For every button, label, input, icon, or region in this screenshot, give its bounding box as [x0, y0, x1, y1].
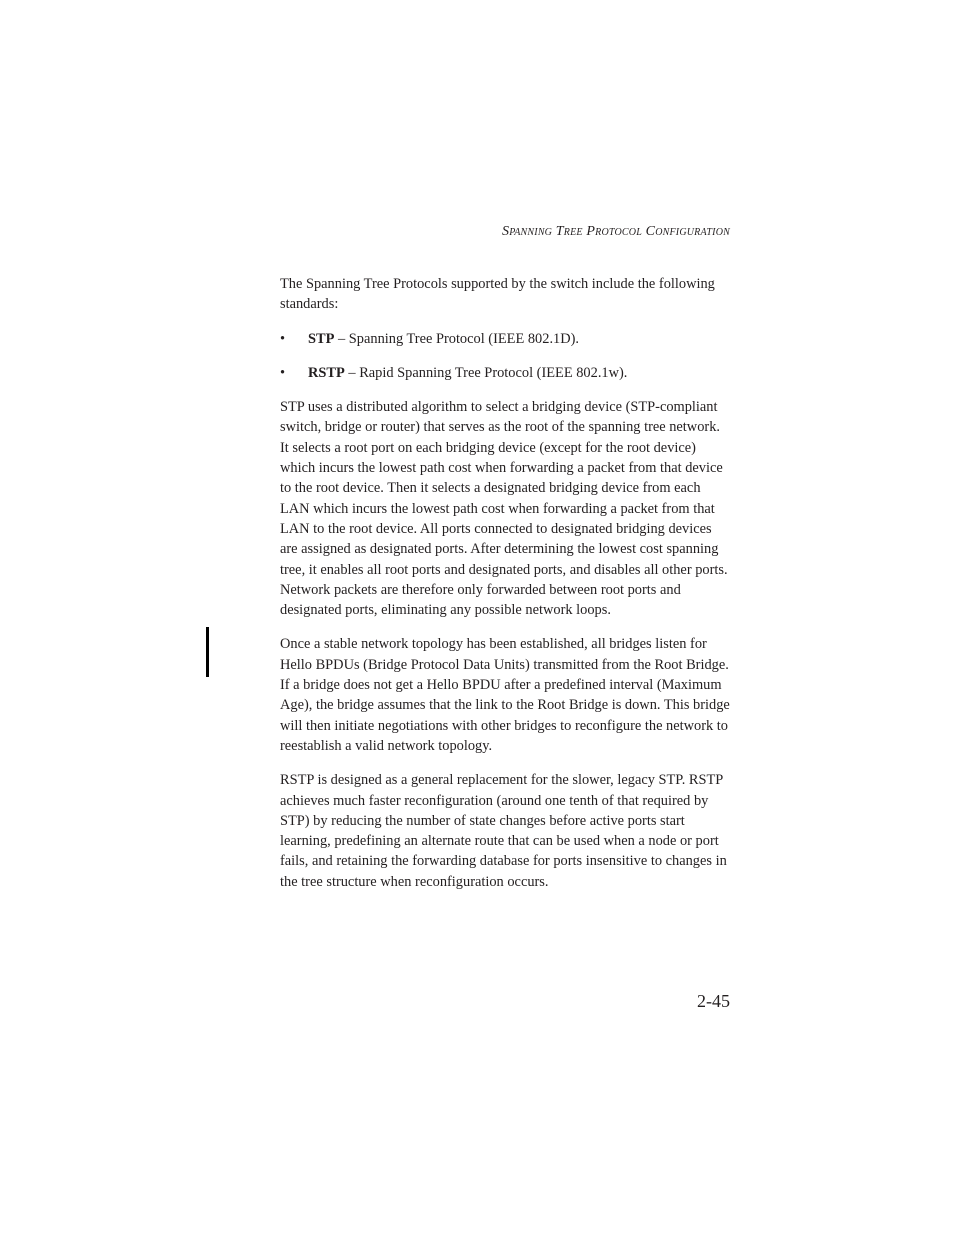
bullet-description: – Rapid Spanning Tree Protocol (IEEE 802.1w). — [344, 364, 628, 381]
bullet-term: RSTP — [308, 364, 345, 381]
bullet-item-stp — [280, 329, 732, 349]
change-bar — [206, 627, 209, 677]
body-paragraph: STP uses a distributed algorithm to select a bridging device (STP-compliant switch, bridge or router) that serves as the root of the spanning tree network. It selects a root port on each bridging device (except for the root device) which incurs the lowest path cost when forwarding a packet from that device to the root device. Then it selects a designated bridging device from each LAN which incurs the lowest path cost when forwarding a packet from that LAN to the root device. All ports connected to designated bridging devices are assigned as designated ports. After determining the lowest cost spanning tree, it enables all root ports and designated ports, and disables all other ports. Network packets are therefore only forwarded between root ports and designated ports, eliminating any possible network loops. — [280, 399, 728, 619]
running-header: Spanning Tree Protocol Configuration — [502, 224, 730, 239]
bullet-item-rstp — [280, 363, 732, 383]
body-paragraph: RSTP is designed as a general replacement for the slower, legacy STP. RSTP achieves much faster reconfiguration (around one tenth of that required by STP) by reducing the number of state changes before active ports start learning, predefining an alternate route that can be used when a node or port fails, and retaining the forwarding database for ports insensitive to changes in the tree structure when reconfiguration occurs. — [280, 772, 727, 890]
page-number: 2-45 — [697, 991, 730, 1011]
intro-paragraph: The Spanning Tree Protocols supported by the switch include the following standards: — [280, 276, 715, 313]
bullet-description: – Spanning Tree Protocol (IEEE 802.1D). — [334, 330, 580, 347]
bullet-term: STP — [308, 330, 335, 347]
page-body — [280, 274, 732, 906]
bullet-icon: • — [280, 330, 286, 347]
bullet-icon: • — [280, 364, 286, 381]
body-paragraph: Once a stable network topology has been established, all bridges listen for Hello BPDUs (Bridge Protocol Data Units) transmitted from the Root Bridge. If a bridge does not get a Hello BPDU after a predefined interval (Maximum Age), the bridge assumes that the link to the Root Bridge is down. This bridge will then initiate negotiations with other bridges to reconfigure the network to reestablish a valid network topology. — [280, 636, 730, 754]
